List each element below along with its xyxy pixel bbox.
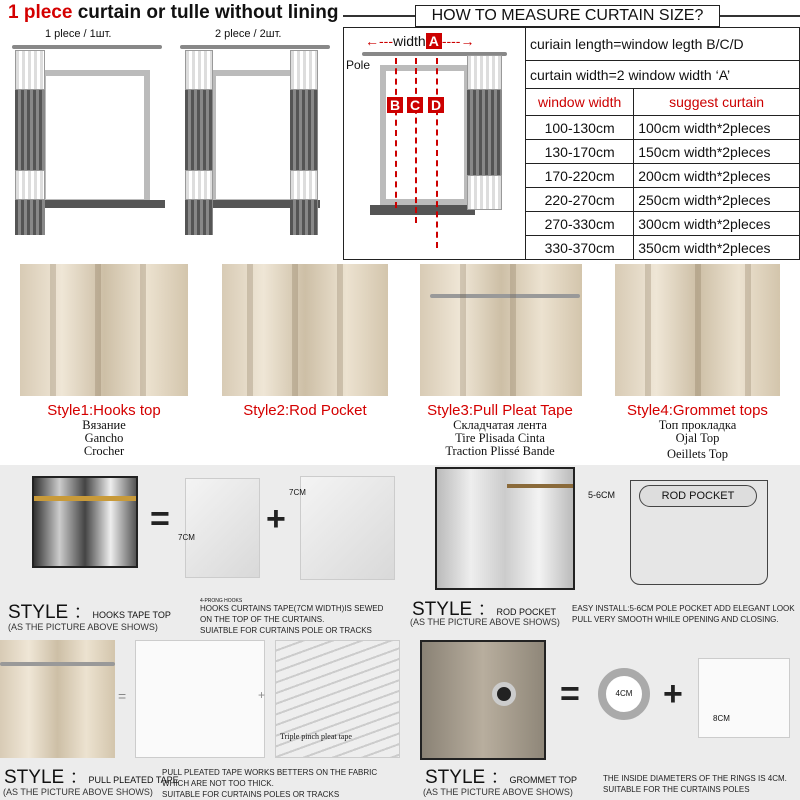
style4-label: Style4:Grommet tops Топ прокладка Ojal Top Oeillets Top bbox=[627, 402, 768, 461]
grommet-ring-icon: 4CM bbox=[598, 668, 650, 720]
hooks-image bbox=[185, 478, 260, 578]
style3-label: Style3:Pull Pleat Tape Складчатая лента Tire Plisada Cinta Traction Plissé Bande bbox=[427, 402, 573, 458]
pleat-note: PULL PLEATED TAPE WORKS BETTERS ON THE FABRIC WHICH ARE NOT TOO THICK. SUITABLE FOR CURTAINS POLES OR TRACKS bbox=[162, 768, 378, 799]
grommet-note: THE INSIDE DIAMETERS OF THE RINGS IS 4CM. SUITABLE FOR THE CURTAINS POLES bbox=[603, 774, 787, 794]
grommet-style-title: STYLE ：GROMMET TOP bbox=[425, 767, 577, 788]
hooks-style-title: STYLE ：HOOKS TAPE TOP bbox=[8, 602, 171, 623]
label-d: D bbox=[428, 97, 444, 113]
style2-label: Style2:Rod Pocket bbox=[243, 402, 367, 419]
rod-pocket-photo bbox=[435, 467, 575, 590]
style1-photo bbox=[20, 264, 188, 396]
grommet-photo bbox=[420, 640, 546, 760]
table-row: 270-330cm 300cm width*2pleces bbox=[526, 212, 800, 236]
label-c: C bbox=[407, 97, 423, 113]
hooks-note: HOOKS CURTAINS TAPE(7CM WIDTH)IS SEWED ON THE TOP OF THE CURTAINS. SUIATBLE FOR CURTAINS POLE OR TRACKS bbox=[200, 604, 384, 635]
width-rule: curtain width=2 window width ‘A’ bbox=[526, 61, 800, 89]
style4-photo bbox=[615, 264, 780, 396]
hooks-photo bbox=[32, 476, 138, 568]
pole-label: Pole bbox=[346, 58, 371, 72]
col-window-width: window width bbox=[526, 89, 634, 116]
tape-image bbox=[300, 476, 395, 580]
one-piece-caption: 1 plece / 1шт. bbox=[45, 28, 112, 40]
table-row: 130-170cm 150cm width*2pleces bbox=[526, 140, 800, 164]
label-a: A bbox=[426, 33, 442, 49]
col-suggest-curtain: suggest curtain bbox=[634, 89, 800, 116]
section-title: 1 plece curtain or tulle without lining bbox=[8, 2, 339, 23]
style2-photo bbox=[222, 264, 388, 396]
pleat-style-title: STYLE ：PULL PLEATED TAPE bbox=[4, 767, 179, 788]
style1-label: Style1:Hooks top Вязание Gancho Crocher bbox=[47, 402, 161, 458]
rod-note: EASY INSTALL:5-6CM POLE POCKET ADD ELEGANT LOOK PULL VERY SMOOTH WHILE OPENING AND CLOSING. bbox=[572, 604, 795, 624]
grommet-tape-roll: 8CM bbox=[698, 658, 790, 738]
length-rule: curiain length=window legth B/C/D bbox=[526, 28, 800, 61]
size-table bbox=[525, 27, 800, 260]
measure-header: HOW TO MEASURE CURTAIN SIZE? bbox=[415, 5, 720, 27]
rod-pocket-diagram: ROD POCKET bbox=[630, 480, 768, 585]
pleat-photo bbox=[0, 640, 115, 758]
rod-style-title: STYLE ：ROD POCKET bbox=[412, 599, 556, 620]
table-row: 330-370cm 350cm width*2pleces bbox=[526, 236, 800, 260]
table-row: 220-270cm 250cm width*2pleces bbox=[526, 188, 800, 212]
table-row: 170-220cm 200cm width*2pleces bbox=[526, 164, 800, 188]
label-b: B bbox=[387, 97, 403, 113]
pleat-hook-image bbox=[135, 640, 265, 758]
style3-photo bbox=[420, 264, 582, 396]
two-piece-caption: 2 plece / 2шт. bbox=[215, 28, 282, 40]
table-row: 100-130cm 100cm width*2pleces bbox=[526, 116, 800, 140]
